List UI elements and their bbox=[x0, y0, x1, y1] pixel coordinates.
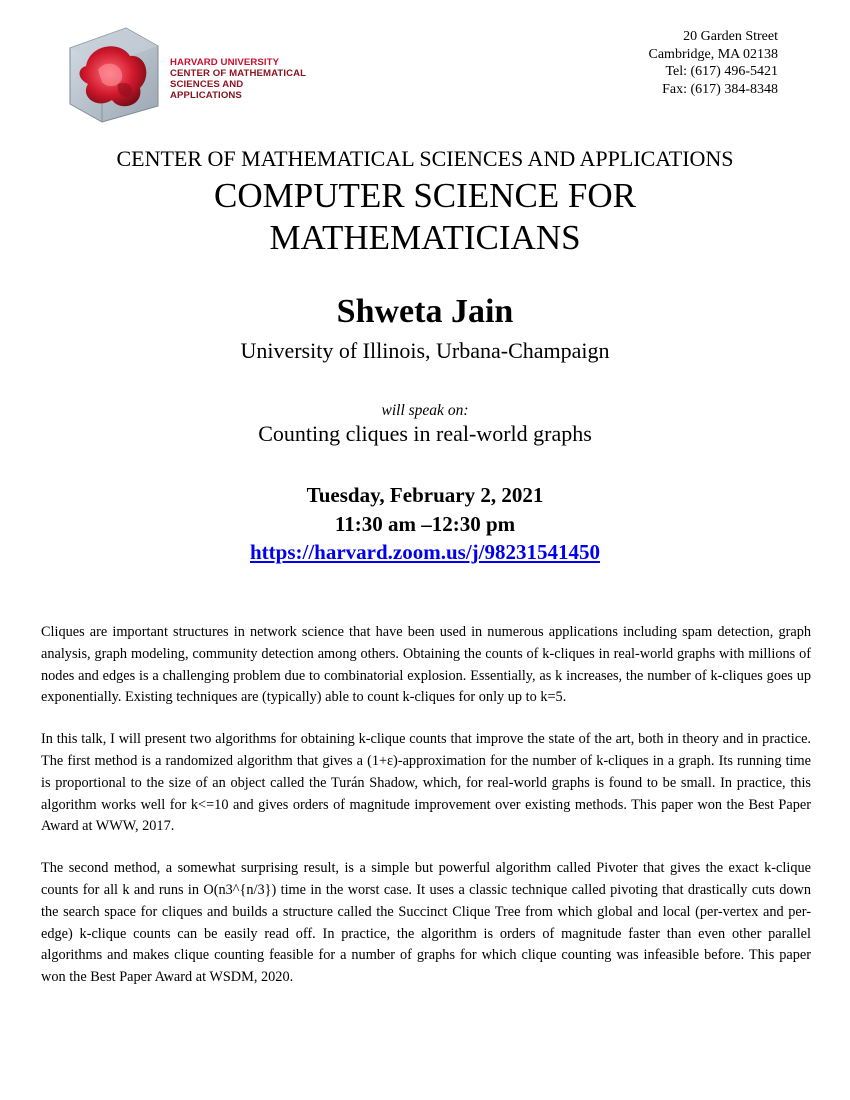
will-speak-label: will speak on: bbox=[381, 402, 469, 419]
series-title-line1: COMPUTER SCIENCE FOR bbox=[213, 176, 637, 215]
logo-sciences-text: SCIENCES AND APPLICATIONS bbox=[170, 79, 244, 101]
event-date: Tuesday, February 2, 2021 bbox=[306, 483, 544, 507]
abstract bbox=[41, 622, 811, 1009]
abstract-paragraph-3: The second method, a somewhat surprising result, is a simple but powerful algorithm called Pivoter that gives the exact k-clique counts for all k and runs in O(n3^{n/3}) time in the worst case. It uses a classic technique called pivoting that drastically cuts down the search space for cliques and builds a structure called the Succinct Clique Tree from which global and local (per-vertex and per-edge) k-clique counts can be easily read off. In practice, the algorithm is orders of magnitude faster than even other parallel algorithms and makes clique counting feasible for a number of graphs for which clique counting was infeasible before. This paper won the Best Paper Award at WSDM, 2020. bbox=[41, 860, 811, 986]
address-city: Cambridge, MA 02138 bbox=[648, 46, 778, 62]
cmsa-cube-icon bbox=[68, 26, 168, 124]
talk-title: Counting cliques in real-world graphs bbox=[258, 421, 592, 446]
organization-heading: CENTER OF MATHEMATICAL SCIENCES AND APPLICATIONS bbox=[116, 146, 734, 171]
address-street: 20 Garden Street bbox=[683, 29, 778, 44]
logo-university-text: HARVARD UNIVERSITY bbox=[170, 57, 280, 68]
series-title-line2: MATHEMATICIANS bbox=[269, 218, 581, 257]
address-fax: Fax: (617) 384-8348 bbox=[662, 81, 778, 97]
speaker-name: Shweta Jain bbox=[336, 293, 514, 330]
zoom-link[interactable]: https://harvard.zoom.us/j/98231541450 bbox=[249, 540, 600, 564]
series-title bbox=[0, 175, 850, 259]
abstract-paragraph-1: Cliques are important structures in network science that have been used in numerous applications including spam detection, graph analysis, graph modeling, community detection among others. Obtaining the counts of k-cliques in real-world graphs with millions of nodes and edges is a challenging problem due to combinatorial explosion. Essentially, as k increases, the number of k-cliques goes up exponentially. Existing techniques are (typically) able to count k-cliques for only up to k=5. bbox=[41, 624, 811, 706]
abstract-paragraph-2: In this talk, I will present two algorithms for obtaining k-clique counts that improve the state of the art, both in theory and in practice. The first method is a randomized algorithm that gives a (1+ε)-approximation for the number of k-cliques in a graph. Its running time is proportional to the size of an object called the Turán Shadow, which, for real-world graphs is found to be small. In practice, this algorithm works well for k<=10 and gives orders of magnitude improvement over existing methods. This paper won the Best Paper Award at WWW, 2017. bbox=[41, 731, 811, 835]
zoom-link-container bbox=[0, 540, 850, 565]
cmsa-logo bbox=[68, 26, 308, 124]
address-tel: Tel: (617) 496-5421 bbox=[665, 64, 778, 79]
speaker-affiliation: University of Illinois, Urbana-Champaign bbox=[240, 338, 610, 363]
logo-center-text: CENTER OF MATHEMATICAL bbox=[170, 68, 307, 79]
address-block bbox=[649, 28, 779, 98]
event-time: 11:30 am –12:30 pm bbox=[334, 512, 516, 536]
